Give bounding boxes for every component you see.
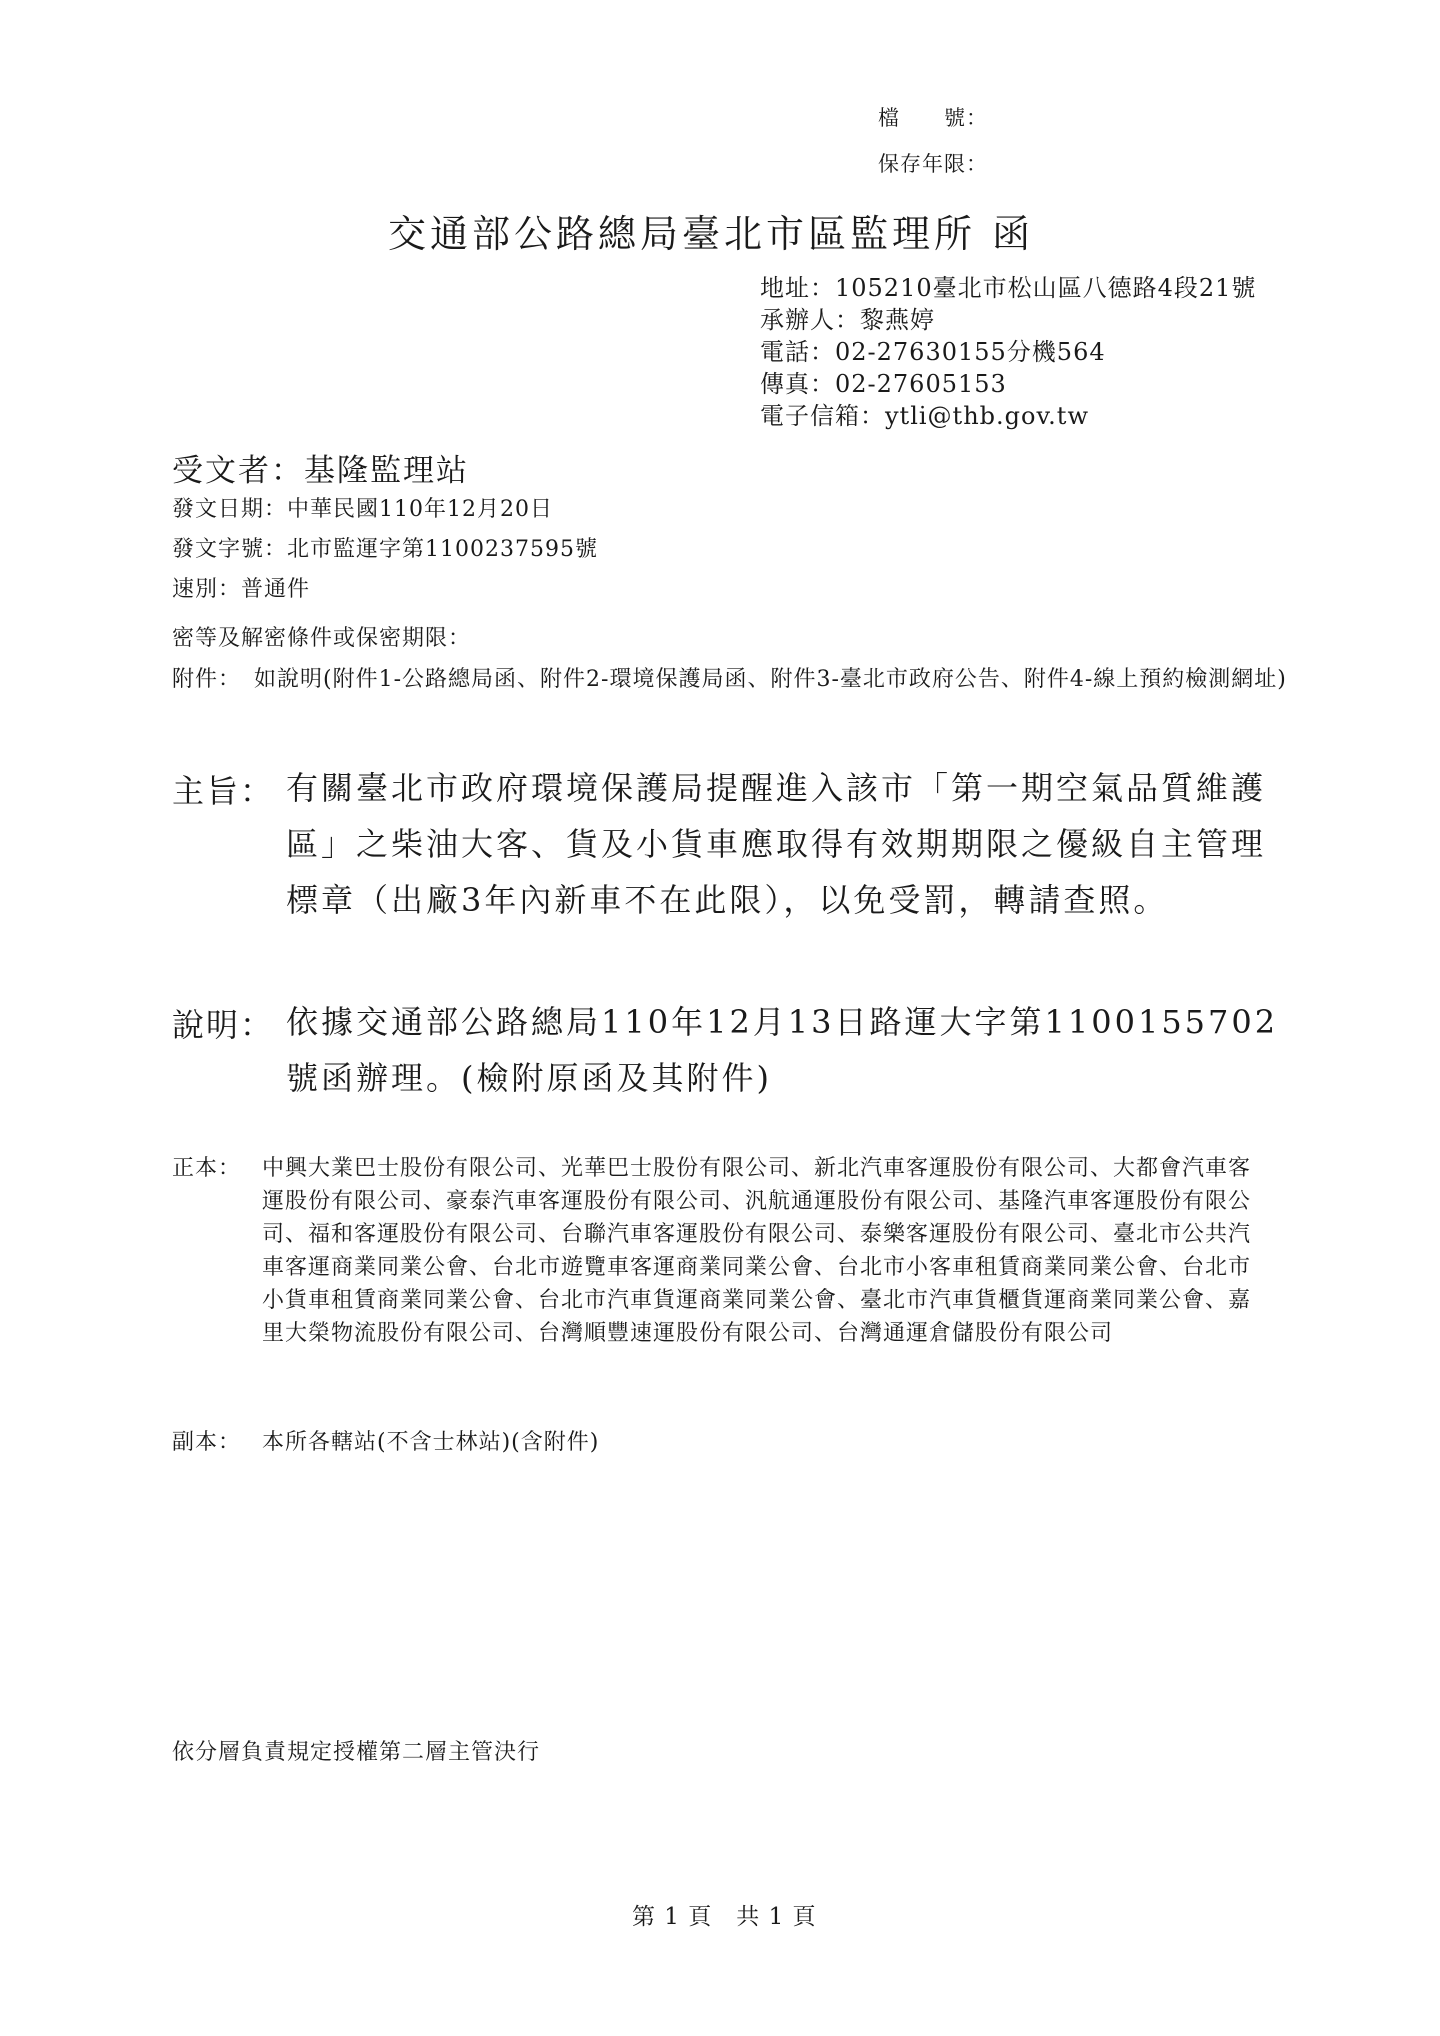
fax-line: 傳真：02-27605153 <box>760 370 1007 398</box>
explanation-label: 說明： <box>172 1006 275 1044</box>
subject-label: 主旨： <box>172 772 275 810</box>
attachment-text: 如說明(附件1-公路總局函、附件2-環境保護局函、附件3-臺北市政府公告、附件4-線上預約檢測網址) <box>254 667 1287 692</box>
recipient-line: 受文者：基隆監理站 <box>172 453 469 489</box>
file-number-label: 檔 號： <box>878 106 988 130</box>
document-title: 交通部公路總局臺北市區監理所 函 <box>388 212 1035 256</box>
subject-text: 有關臺北市政府環境保護局提醒進入該市「第一期空氣品質維護區」之柴油大客、貨及小貨車應取得有效期期限之優級自主管理標章（出廠3年內新車不在此限），以免受罰，轉請查照。 <box>286 769 1267 919</box>
secrecy-line: 密等及解密條件或保密期限： <box>172 626 472 651</box>
speed-line: 速別：普通件 <box>172 577 311 602</box>
handler-line: 承辦人：黎燕婷 <box>760 306 935 334</box>
address-line: 地址：105210臺北市松山區八德路4段21號 <box>760 274 1257 302</box>
contact-block <box>760 272 1256 432</box>
page-number: 第 1 頁 共 1 頁 <box>632 1904 817 1930</box>
retention-period-label: 保存年限： <box>878 152 988 176</box>
phone-line: 電話：02-27630155分機564 <box>760 338 1106 366</box>
attachment-label: 附件： <box>172 667 242 692</box>
document-number-line: 發文字號：北市監運字第1100237595號 <box>172 537 598 562</box>
explanation-text: 依據交通部公路總局110年12月13日路運大字第1100155702號函辦理。(檢附原函及其附件) <box>286 1003 1279 1097</box>
authorization-line: 依分層負責規定授權第二層主管決行 <box>172 1740 541 1765</box>
distribution-copy-text: 本所各轄站(不含士林站)(含附件) <box>262 1430 600 1455</box>
distribution-copy-label: 副本： <box>172 1430 242 1455</box>
distribution-main-label: 正本： <box>172 1156 242 1181</box>
issue-date-line: 發文日期：中華民國110年12月20日 <box>172 497 553 522</box>
distribution-main-text: 中興大業巴士股份有限公司、光華巴士股份有限公司、新北汽車客運股份有限公司、大都會汽車客運股份有限公司、豪泰汽車客運股份有限公司、汎航通運股份有限公司、基隆汽車客運股份有限公司、福和客運股份有限公司、台聯汽車客運股份有限公司、泰樂客運股份有限公司、臺北市公共汽車客運商業同業公會、台北市遊覽車客運商業同業公會、台北市小客車租賃商業同業公會、台北市小貨車租賃商業同業公會、台北市汽車貨運商業同業公會、臺北市汽車貨櫃貨運商業同業公會、嘉里大榮物流股份有限公司、台灣順豐速運股份有限公司、台灣通運倉儲股份有限公司 <box>262 1156 1252 1346</box>
email-line: 電子信箱：ytli@thb.gov.tw <box>760 402 1089 430</box>
